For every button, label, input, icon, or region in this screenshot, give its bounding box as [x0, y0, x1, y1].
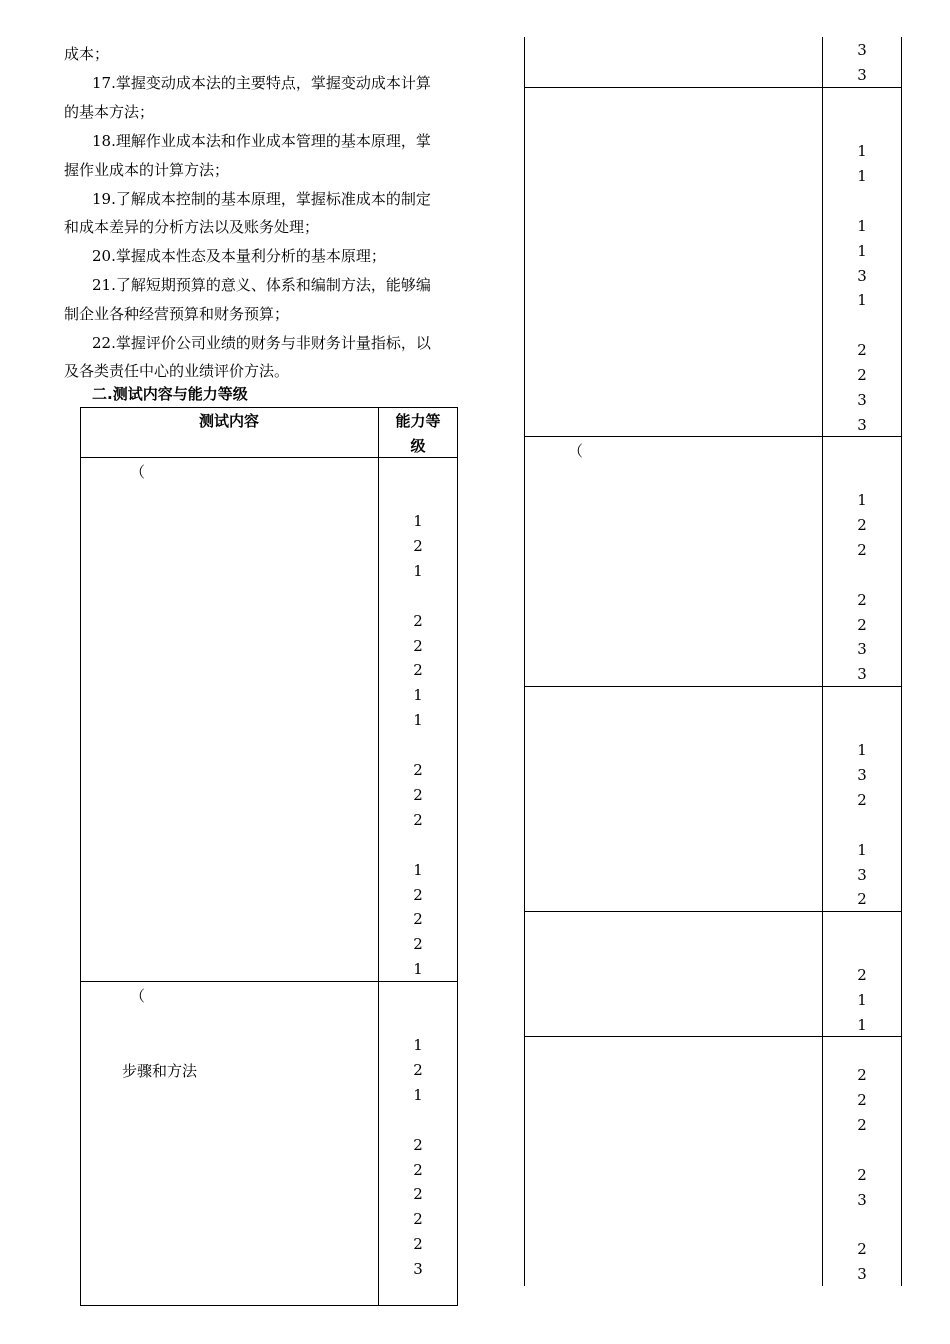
ability-level-value: 1 [857, 166, 867, 185]
ability-level-value: 3 [857, 266, 867, 285]
left-table [80, 407, 458, 1306]
ability-level-value: 1 [857, 990, 867, 1009]
ability-level-value: 2 [413, 761, 423, 779]
ability-level-value: 2 [413, 1135, 423, 1154]
ability-level-value: 2 [413, 1235, 423, 1254]
ability-level-value: 2 [413, 885, 423, 904]
ability-level-value: 1 [413, 860, 423, 879]
ability-level-value: 3 [857, 1265, 867, 1284]
right-table-row-divider [524, 1036, 902, 1037]
ability-level-value: 2 [413, 1210, 423, 1229]
ability-level-value: 3 [857, 1190, 867, 1209]
ability-level-value: 2 [857, 590, 867, 609]
right-table-left-border [524, 37, 525, 1286]
ability-level-value: 2 [857, 890, 867, 909]
right-table-row-divider [524, 436, 902, 437]
ability-level-value: 2 [413, 536, 423, 555]
right-table-row-divider [524, 911, 902, 912]
row-content-text: 步骤和方法 [122, 1062, 198, 1080]
left-table-row-divider [80, 981, 458, 982]
header-test-content: 测试内容 [198, 412, 259, 430]
ability-level-value: 2 [857, 790, 867, 809]
ability-level-value: 2 [857, 1240, 867, 1259]
objective-line: 18.理解作业成本法和作业成本管理的基本原理，掌 [92, 132, 431, 150]
ability-level-value: 2 [857, 366, 867, 385]
row-paren: （ [130, 463, 146, 481]
ability-level-value: 1 [413, 561, 423, 580]
ability-level-value: 2 [857, 341, 867, 360]
header-ability-level-cont: 级 [410, 437, 426, 455]
ability-level-value: 1 [857, 216, 867, 235]
ability-level-value: 1 [857, 291, 867, 310]
ability-level-value: 2 [857, 1115, 867, 1134]
header-ability-level: 能力等 [395, 412, 441, 430]
ability-level-value: 1 [413, 711, 423, 730]
ability-level-value: 1 [857, 1015, 867, 1034]
ability-level-value: 2 [413, 910, 423, 929]
objective-line: 制企业各种经营预算和财务预算； [64, 305, 290, 323]
text-line-intro: 成本； [64, 45, 110, 63]
ability-level-value: 2 [857, 966, 867, 984]
ability-level-value: 1 [413, 1085, 423, 1104]
ability-level-value: 2 [857, 1066, 867, 1084]
ability-level-value: 3 [857, 765, 867, 784]
objective-line: 及各类责任中心的业绩评价方法。 [64, 362, 290, 380]
ability-level-value: 2 [413, 611, 423, 630]
objective-line: 19.了解成本控制的基本原理，掌握标准成本的制定 [92, 190, 431, 208]
ability-level-value: 3 [857, 41, 867, 59]
ability-level-value: 2 [413, 1185, 423, 1204]
right-table-row-divider [524, 686, 902, 687]
section-heading: 二.测试内容与能力等级 [92, 385, 248, 403]
objective-line: 17.掌握变动成本法的主要特点，掌握变动成本计算 [92, 74, 431, 92]
ability-level-value: 1 [857, 142, 867, 160]
right-table-row-divider [524, 87, 902, 88]
ability-level-value: 1 [413, 512, 423, 530]
ability-level-value: 3 [857, 415, 867, 434]
ability-level-value: 1 [413, 960, 423, 979]
right-table-right-border [901, 37, 902, 1286]
objective-line: 的基本方法； [64, 103, 155, 121]
ability-level-value: 1 [857, 840, 867, 859]
ability-level-value: 2 [413, 636, 423, 655]
ability-level-value: 2 [413, 1060, 423, 1079]
ability-level-value: 3 [857, 865, 867, 884]
ability-level-value: 1 [857, 741, 867, 759]
ability-level-value: 3 [857, 640, 867, 659]
ability-level-value: 1 [857, 491, 867, 509]
ability-level-value: 2 [413, 1160, 423, 1179]
objective-line: 握作业成本的计算方法； [64, 161, 230, 179]
ability-level-value: 2 [857, 1090, 867, 1109]
objective-line: 21.了解短期预算的意义、体系和编制方法，能够编 [92, 276, 431, 294]
ability-level-value: 2 [413, 810, 423, 829]
ability-level-value: 2 [413, 785, 423, 804]
ability-level-value: 2 [413, 661, 423, 680]
objective-line: 22.掌握评价公司业绩的财务与非财务计量指标，以 [92, 334, 431, 352]
ability-level-value: 3 [857, 665, 867, 684]
ability-level-value: 3 [857, 65, 867, 84]
row-paren: （ [568, 442, 584, 460]
ability-level-value: 2 [857, 540, 867, 559]
ability-level-value: 2 [857, 515, 867, 534]
row-paren: （ [130, 987, 146, 1005]
left-table-column-divider [378, 407, 379, 1306]
objective-line: 20.掌握成本性态及本量利分析的基本原理； [92, 247, 386, 265]
right-table-column-divider [822, 37, 823, 1286]
ability-level-value: 1 [413, 686, 423, 705]
ability-level-value: 2 [413, 935, 423, 954]
ability-level-value: 2 [857, 615, 867, 634]
ability-level-value: 1 [857, 241, 867, 260]
objective-line: 和成本差异的分析方法以及账务处理； [64, 218, 320, 236]
ability-level-value: 3 [413, 1260, 423, 1279]
ability-level-value: 2 [857, 1165, 867, 1184]
ability-level-value: 3 [857, 391, 867, 409]
ability-level-value: 1 [413, 1036, 423, 1054]
